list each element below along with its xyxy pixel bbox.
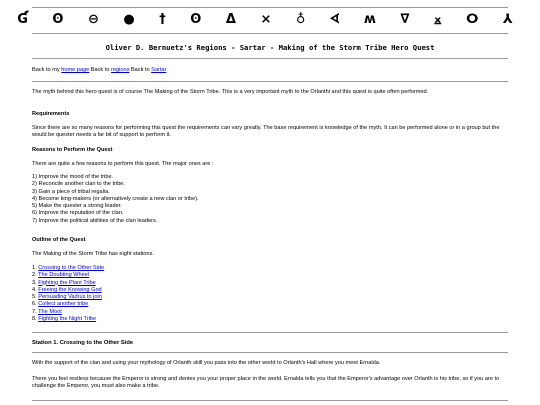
station-link-3[interactable]: Fighting the Plant Tribe — [38, 279, 96, 286]
list-item — [32, 265, 510, 272]
list-item — [32, 316, 510, 323]
item-number: 2. — [32, 272, 37, 279]
home-page-link[interactable]: home page — [61, 67, 90, 73]
item-number: 6. — [32, 301, 37, 308]
nav-rule — [32, 81, 508, 82]
title-rule — [32, 58, 508, 59]
item-number: 1. — [32, 265, 37, 271]
nav-text-1: Back to my — [32, 67, 60, 73]
outline-list — [32, 265, 510, 323]
station-1-heading: Station 1. Crossing to the Other Side — [32, 340, 134, 346]
station-1-paragraph-2: There you feel restless because the Emperor is strong and denies you your proper place in the world. Ernalda tells you that the Emperor's advantage over Orlanth is his tribe, so if you are to challenge the Emperor, you must also make a tribe. — [32, 376, 500, 390]
reasons-intro: There are quite a few reasons to perform this quest. The major ones are : — [32, 161, 214, 167]
item-number: 8. — [32, 315, 37, 322]
regions-link[interactable]: regions — [111, 67, 130, 73]
list-item — [32, 301, 510, 308]
list-item: 6) Improve the reputation of the clan. — [32, 210, 124, 217]
page-title: Oliver D. Bernuetz's Regions - Sartar - Making of the Storm Tribe Hero Quest — [105, 43, 435, 52]
outline-rule — [32, 332, 508, 333]
reasons-list — [32, 174, 510, 225]
rune-banner: Ɠ ʘ ⊖ ● † ʘ ᐃ ⨯ ♁ ᗏ ʍ ∇ ⨱ ⵔ ⅄ — [17, 12, 523, 27]
nav-text-3: Back to — [130, 67, 150, 73]
nav-links — [32, 67, 510, 74]
list-item: 1) Improve the mood of the tribe. — [32, 174, 114, 180]
station-link-7[interactable]: The Moot — [38, 308, 62, 315]
list-item — [32, 309, 510, 316]
reasons-heading: Reasons to Perform the Quest — [32, 147, 113, 153]
item-number: 4. — [32, 286, 37, 293]
nav-text-2: Back to — [90, 67, 110, 73]
list-item: 2) Reconcile another clan to the tribe. — [32, 181, 125, 188]
station-link-4[interactable]: Freeing the Knowing God — [38, 286, 102, 293]
station-link-6[interactable]: Collect another tribe — [38, 301, 89, 308]
bottom-rule — [32, 400, 508, 401]
item-number: 7. — [32, 308, 37, 315]
sartar-link[interactable]: Sartar — [151, 67, 167, 73]
intro-paragraph: The myth behind this hero quest is of course The Making of the Storm Tribe. This is a very important myth to the Orlanthi and this quest is quite often performed. — [32, 89, 429, 95]
station-link-2[interactable]: The Doubting Wheel — [38, 272, 90, 279]
station-link-5[interactable]: Persuading Vadrus to join — [38, 294, 102, 301]
outline-intro: The Making of the Storm Tribe has eight stations. — [32, 251, 154, 257]
station-rule — [32, 352, 508, 353]
item-number: 5. — [32, 294, 37, 301]
list-item — [32, 294, 510, 301]
requirements-heading: Requirements — [32, 111, 70, 117]
list-item: 3) Gain a piece of tribal regalia. — [32, 188, 110, 195]
item-number: 3. — [32, 279, 37, 286]
list-item: 4) Become king-makers (or alternatively create a new clan or tribe). — [32, 195, 199, 202]
rune-rule — [32, 33, 508, 34]
station-link-8[interactable]: Fighting the Night Tribe — [38, 315, 97, 322]
list-item: 7) Improve the political abilities of the clan leaders. — [32, 217, 158, 224]
outline-heading: Outline of the Quest — [32, 237, 86, 243]
list-item: 5) Make the quester a strong leader. — [32, 203, 122, 210]
list-item — [32, 287, 510, 294]
requirements-text: Since there are so many reasons for performing this quest the requirements can vary greatly. The base requirement is knowledge of the myth. It can be performed alone or in a group but the would be quester needs a far bit of support to perform it. — [32, 125, 500, 139]
list-item — [32, 280, 510, 287]
top-rule — [32, 7, 508, 8]
station-link-1[interactable]: Crossing to the Other Side — [38, 265, 105, 271]
list-item — [32, 272, 510, 279]
station-1-paragraph-1: With the support of the clan and using your mythology of Orlanth skill you pass into the other world to Orlanth's Hall where you meet Ernalda. — [32, 360, 381, 366]
